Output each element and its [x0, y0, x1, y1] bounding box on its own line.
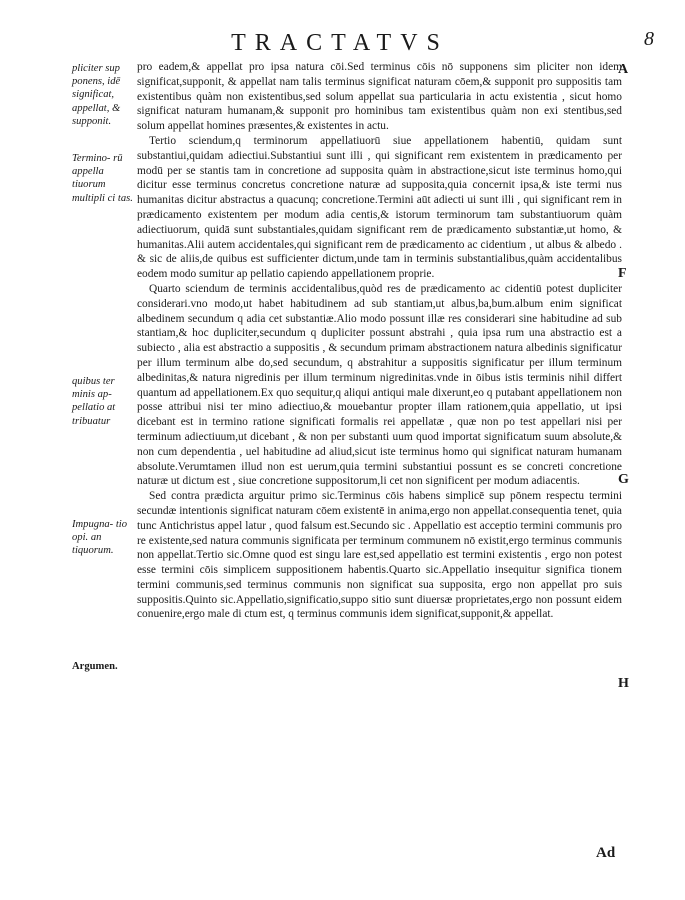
margin-note-terminorum: Termino- rū appella tiuorum multipli ci tas.	[72, 153, 133, 204]
catchword: Ad	[596, 845, 616, 861]
section-letter-g: G	[618, 472, 629, 487]
main-text-column	[137, 60, 622, 622]
margin-note-impugnatio: Impugna- tio opi. an tiquorum.	[72, 519, 128, 557]
section-letter-f: F	[618, 266, 627, 281]
paragraph: pro eadem,& appellat pro ipsa natura cōi.Sed terminus cōis nō supponens sim pliciter non idem significat,supponit, & appellat nam talis terminus significat naturam cōem,& supponit pro suppositis tam existentibus quàm non existentibus,sed solum appellat sua particularia in actu existentia , sicut homo significat naturam humanam,& supponit pro hominibus tam existentibus quàm non exi stentibus,sed solum appellat homines præsentes,& existentes in actu.	[137, 61, 622, 133]
margin-note-argumentum: Argumen.	[72, 661, 118, 672]
running-head-title: TRACTATVS	[231, 30, 449, 56]
margin-note-pliciter: pliciter sup ponens, idē significat, appellat, & supponit.	[72, 63, 121, 127]
section-letter-a: A	[618, 62, 629, 77]
margin-note-quibus-terminis: quibus ter minis ap- pellatio at tribuatur	[72, 376, 116, 427]
page-number: 8	[644, 28, 654, 50]
paragraph: Tertio sciendum,q terminorum appellatiuorū siue appellationem habentiū, quidam sunt substantiui,quidam adiectiui.Substantiui sunt illi , qui significant rem existentem in prædicamento per modū per se stantis tam in concretione ad supposita quàm in abstractione,sicut iste terminus homo,qui dicitur esse terminus concretus concretione naturæ ad supposita,quia concernit ipsa,& iste termi nus humanitas dicitur abstractus a quacunq; concretione.Termini aūt adiecti ui sunt illi , qui significant rem in prædicamento existentem per modum adia centis,& istorum terminorum tam substantiuorum quàm adiectiuorum, quidā sunt substantiales,quidam significant rem de prædicamento substantiæ,ut homo, & humanitas.Alii autem accidentales,qui significant rem de prædicamento ac cidentium , ut albus & albedo . & sic de aliis,de quibus est sufficienter dictum,unde tam in terminis substantialibus,quàm accidentalibus eodem modo sumitur ap pellatio capiendo appellationem proprie.	[137, 134, 622, 281]
paragraph: Sed contra prædicta arguitur primo sic.Terminus cōis habens simplicē sup pōnem respectu termini secundæ intentionis significat naturam cōem existentē in anima,ergo non appellat.consequentia tenet, quia tunc Antichristus appel latur , quod falsum est.Secundo sic . Appellatio est acceptio termini communis pro re existente,sed natura communis significata per terminum communem nō existit,ergo terminus communis non appellat.Tertio sic.Omne quod est singu lare est,sed appellatio est termini existentis , ergo non potest esse termini cōis simplicem suppositionem habentis.Quarto sic.Appellatio insequitur significa tionem termini communis,sed terminus communis non significat sua supposita, ergo non appellat pro suis suppositis.Quinto sic.Appellatio,significatio,suppo sitio sunt diuersæ proprietates,ergo non possunt eidem conuenire,ergo male di ctum est, q terminus communis idem significat,supponit,& appellat.	[137, 490, 622, 621]
section-letter-h: H	[618, 676, 629, 691]
paragraph: Quarto sciendum de terminis accidentalibus,quòd res de prædicamento ac cidentiū potest dupliciter considerari.vno modo,ut habet habitudinem ad sub stantiam,ut albus,ba,bum.album enim significat albedinem secundum q adia cet substantiæ.Alio modo possunt illæ res considerari sine habitudine ad sub stantiam,& hoc dupliciter,secundum q dupliciter possunt abstrahi , quia ipsa rum una abstractio est a subiecto , alia est abstractio a suppositis , & secundum primam abstractionem natura albedinis significatur per illum terminum albe do,sed secundum, q abstrahitur a suppositis significatur per illum terminum albedinitas,& natura nigredinis per illum terminum nigredinitas.vnde in ōibus istis terminis nihil differt quantum ad appellationem.Ex quo sequitur,q aliqui antiqui male dixerunt,eo q putabant appellationem non posse attribui nisi ter mino adiectiuo,& mouebantur propter illam rationem,quia appellatio, ut ipsi dicebant est in termino ratione significati formalis rei appellatæ , quæ non po test appellari nisi per terminum adiectiuum,ut dicebant , & non per substanti uum quod importat significatum suum absolute,& non cum dependentia , uel habitudine ad aliud,sicut iste terminus homo qui significat naturam humanam absolute.Verumtamen illud non est uerum,quia termini substantiui possunt es se concreti concretione naturæ ut dictum est , siue concretione suppositorum,li cet non significent per modum adiacentis.	[137, 282, 622, 488]
